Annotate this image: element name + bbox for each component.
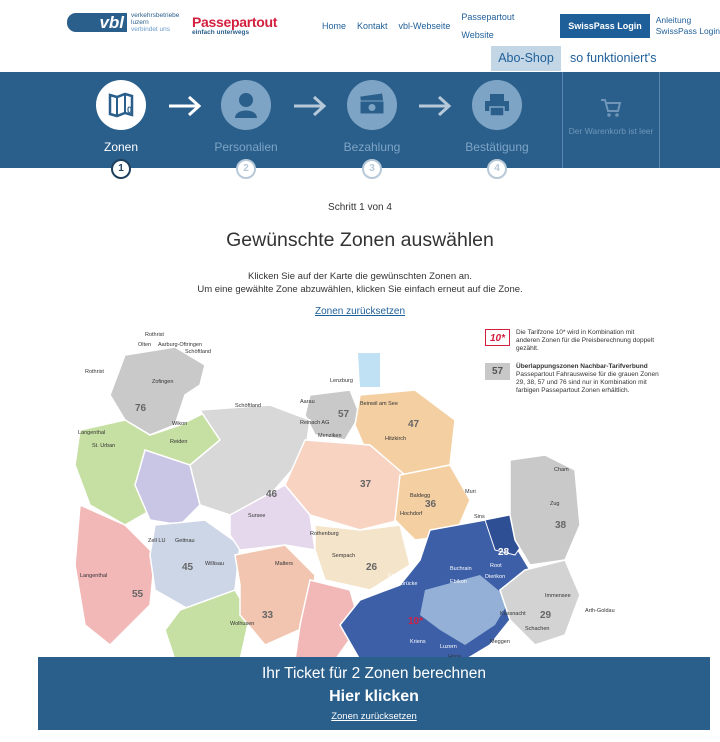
place-label: Langenthal <box>78 430 106 436</box>
place-label: Arth-Goldau <box>585 608 615 614</box>
step-progress-bar <box>0 72 720 168</box>
click-here-button[interactable]: Hier klicken <box>329 688 419 705</box>
place-label: Aarburg-Oftringen <box>158 342 203 348</box>
legend-box-57: 57 <box>485 363 510 380</box>
step-number-4[interactable]: 4 <box>487 159 507 179</box>
zone-label: 33 <box>262 610 274 621</box>
place-label: Emmenbrücke <box>382 581 418 587</box>
svg-text:0: 0 <box>127 105 133 115</box>
place-label: Root <box>490 563 502 569</box>
step-number-3[interactable]: 3 <box>362 159 382 179</box>
step-label: Bestätigung <box>465 140 529 154</box>
place-label: Rothrist <box>145 332 164 338</box>
place-label: Langenthal <box>80 573 108 579</box>
place-label: Rothrist <box>85 369 104 375</box>
zone-label: 47 <box>408 419 420 430</box>
instruction-line-1: Klicken Sie auf der Karte die gewünschten Zonen an. <box>248 271 472 282</box>
place-label: Meggen <box>490 639 510 645</box>
pp-logo-tagline: einfach unterwegs <box>192 29 250 36</box>
place-label: Buchrain <box>450 566 472 572</box>
zone-label: 46 <box>266 489 278 500</box>
arrow-right-icon <box>417 94 453 118</box>
place-label: Wikon <box>172 421 188 427</box>
legend-title-57: Überlappungszonen Nachbar-Tarifverbund <box>516 363 648 370</box>
sub-nav <box>0 40 720 72</box>
step-bezahlung[interactable] <box>334 80 410 154</box>
step-personalien[interactable] <box>208 80 284 154</box>
place-label: Luzern <box>440 644 457 650</box>
vbl-logo-text <box>131 12 179 33</box>
nav-vbl-website[interactable]: vbl-Webseite <box>398 21 451 31</box>
place-label: Hitzkirch <box>385 436 407 442</box>
place-label: Muri <box>465 489 476 495</box>
swisspass-login-button[interactable]: SwissPass Login <box>560 14 650 38</box>
legend-text-10: Die Tarifzone 10* wird in Kombination mit anderen Zonen für die Preisberechnung doppelt gezählt. <box>516 329 655 352</box>
place-label: Emmen <box>388 573 407 579</box>
footer-reset-zones-link[interactable]: Zonen zurücksetzen <box>331 711 417 722</box>
swisspass-links <box>656 15 720 37</box>
instruction-line-2: Um eine gewählte Zone abzuwählen, klicken Sie einfach erneut auf die Zone. <box>197 284 523 295</box>
place-label: Malters <box>275 561 294 567</box>
place-label: Hochdorf <box>400 511 423 517</box>
step-number-2[interactable]: 2 <box>236 159 256 179</box>
place-label: Ebikon <box>450 579 467 585</box>
person-icon <box>221 80 271 130</box>
map-icon <box>96 80 146 130</box>
place-label: Willisau <box>205 561 224 567</box>
zone-label: 57 <box>338 409 350 420</box>
place-label: Sins <box>474 514 485 520</box>
vbl-line3: verbindet uns <box>131 26 171 33</box>
top-header <box>0 0 720 40</box>
vbl-line2: luzern <box>131 19 149 26</box>
nav-kontakt[interactable]: Kontakt <box>357 21 388 31</box>
step-numbers <box>0 163 720 186</box>
place-label: Lenzburg <box>330 378 353 384</box>
reset-zones-link[interactable]: Zonen zurücksetzen <box>314 306 406 317</box>
place-label: Kriens <box>410 639 426 645</box>
legend-text-57 <box>516 363 660 395</box>
place-label: Olten <box>138 342 152 348</box>
nav-home[interactable]: Home <box>322 21 347 31</box>
legend-desc-57: Passepartout Fahrausweise für die grauen Zonen 29, 38, 57 und 76 sind nur in Kombination mit farbigen Passepartout Zonen erhältlich. <box>516 371 659 394</box>
legend-box-10: 10* <box>485 329 510 346</box>
zone-lake-north <box>358 353 380 387</box>
cart-icon <box>600 98 622 118</box>
place-label: Wolhusen <box>230 621 255 627</box>
zone-label: 37 <box>360 479 372 490</box>
passepartout-logo[interactable] <box>192 14 277 36</box>
place-label: Küssnacht <box>500 611 526 617</box>
shopping-cart[interactable] <box>562 72 660 168</box>
printer-icon <box>472 80 522 130</box>
step-number-1[interactable]: 1 <box>111 159 131 179</box>
zone-label: 28 <box>498 547 510 558</box>
main-content <box>0 202 720 319</box>
zone-label: 76 <box>135 403 147 414</box>
vbl-logo[interactable] <box>67 12 179 33</box>
zone-label: 36 <box>425 499 437 510</box>
place-label: Beinwil am See <box>360 401 398 407</box>
place-label: Schöftland <box>185 349 211 355</box>
place-label: Reinach AG <box>300 420 330 426</box>
swisspass-login-link[interactable]: SwissPass Login <box>655 26 720 36</box>
step-label: Bezahlung <box>343 140 401 154</box>
place-label: Menziken <box>318 433 342 439</box>
place-label: Reiden <box>170 439 188 445</box>
instructions <box>0 270 720 296</box>
place-label: Baldegg <box>410 493 431 499</box>
place-label: Dierikon <box>485 574 506 580</box>
tab-abo-shop[interactable]: Abo-Shop <box>491 46 561 71</box>
pp-logo-name: Passepartout <box>192 14 278 30</box>
place-label: Sempach <box>332 553 356 559</box>
place-label: Aarau <box>300 399 315 405</box>
anleitung-link[interactable]: Anleitung <box>655 15 692 25</box>
vbl-logo-mark: vbl <box>67 13 127 32</box>
top-nav <box>322 8 720 44</box>
step-label: Zonen <box>103 140 139 154</box>
zone-38[interactable] <box>510 455 580 565</box>
arrow-right-icon <box>167 94 203 118</box>
place-label: Gettnau <box>175 538 195 544</box>
place-label: Immensee <box>545 593 571 599</box>
zone-label: 55 <box>132 589 144 600</box>
zone-label: 10* <box>408 616 424 627</box>
step-bestaetigung[interactable] <box>459 80 535 154</box>
zone-label: 26 <box>366 562 378 573</box>
place-label: Zell LU <box>148 538 166 544</box>
zone-label: 29 <box>540 610 552 621</box>
zone-label: 38 <box>555 520 567 531</box>
arrow-right-icon <box>292 94 328 118</box>
vbl-line1: verkehrsbetriebe <box>131 12 180 19</box>
ticket-calc-text: Ihr Ticket für 2 Zonen berechnen <box>261 665 487 682</box>
ticket-footer-bar[interactable] <box>38 657 710 730</box>
cart-empty-text: Der Warenkorb ist leer <box>568 126 654 136</box>
nav-passepartout-website[interactable]: Passepartout Website <box>461 12 515 40</box>
place-label: Schachen <box>525 626 550 632</box>
step-label: Personalien <box>214 140 278 154</box>
map-legend <box>485 329 660 405</box>
place-label: Sursee <box>248 513 266 519</box>
step-indicator: Schritt 1 von 4 <box>328 202 392 213</box>
legend-row-10 <box>485 329 660 353</box>
money-icon <box>347 80 397 130</box>
place-label: St. Urban <box>92 443 116 449</box>
place-label: Zug <box>550 501 560 507</box>
place-label: Schöftland <box>235 403 261 409</box>
zone-label: 45 <box>182 562 194 573</box>
place-label: Zofingen <box>152 379 174 385</box>
legend-row-57 <box>485 363 660 395</box>
tab-how-it-works[interactable]: so funktioniert's <box>570 51 657 65</box>
step-zonen[interactable] <box>83 80 159 154</box>
page-title: Gewünschte Zonen auswählen <box>226 229 494 251</box>
place-label: Rothenburg <box>310 531 339 537</box>
place-label: Cham <box>554 467 569 473</box>
